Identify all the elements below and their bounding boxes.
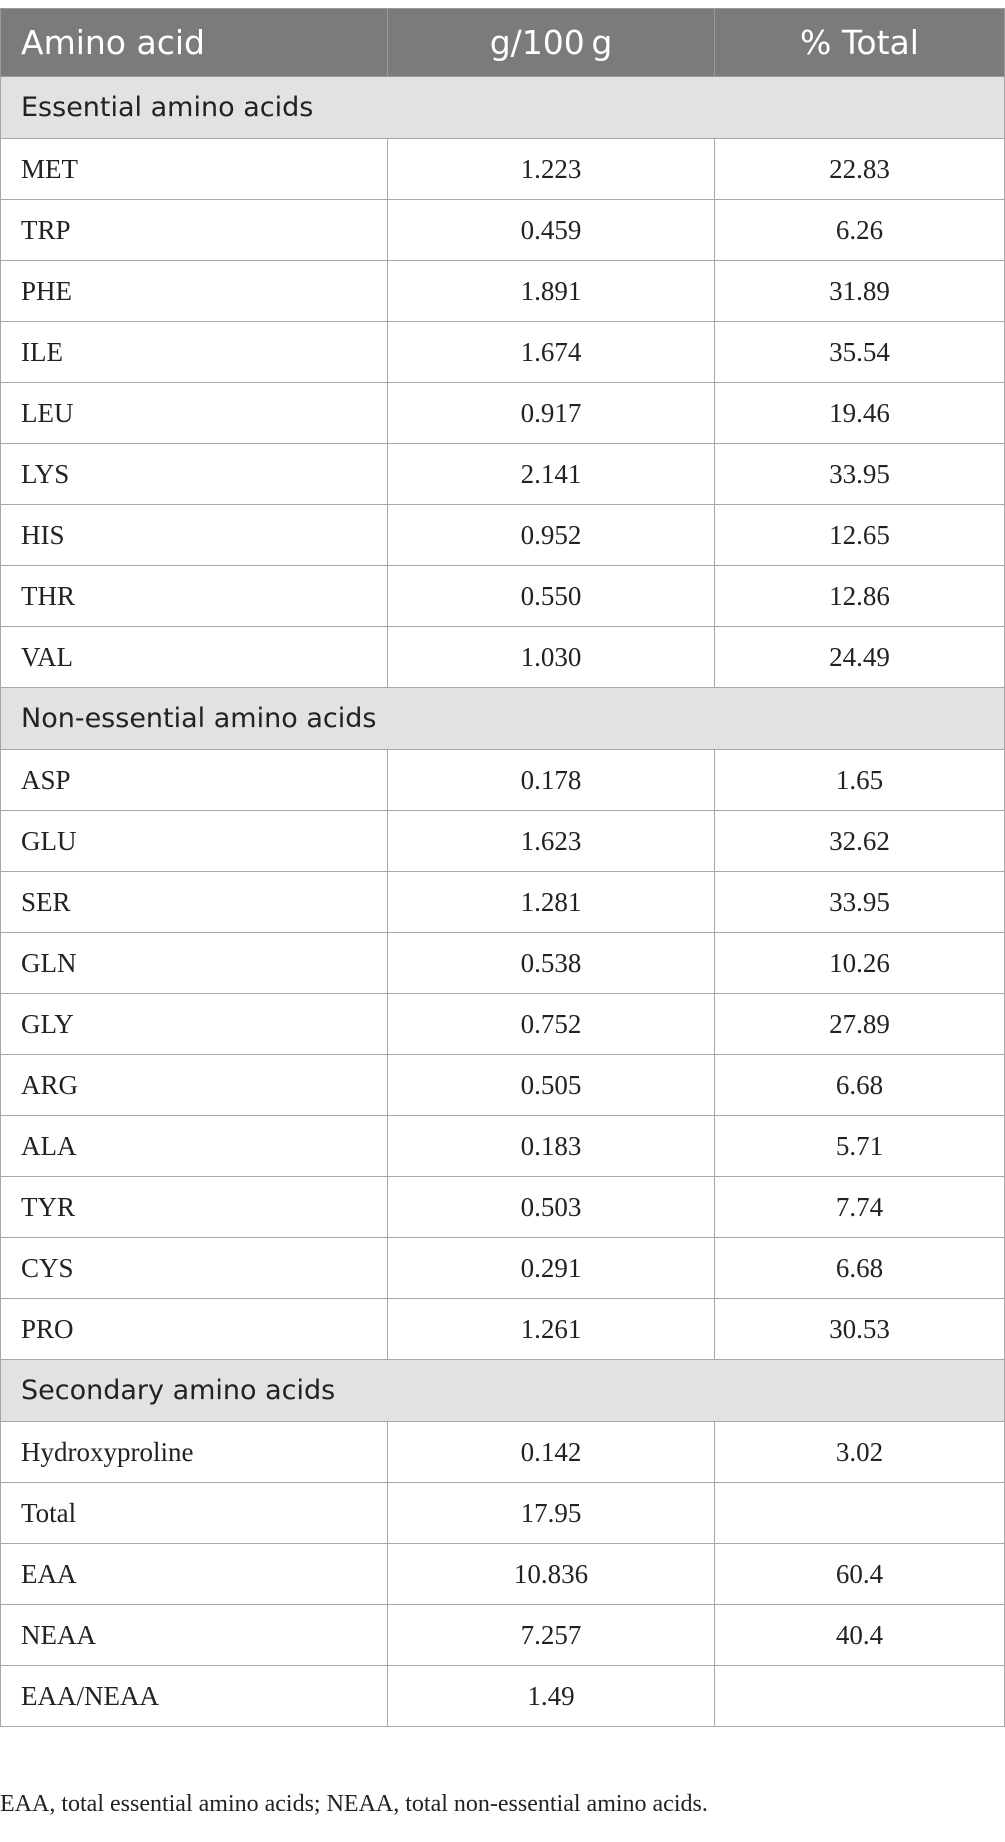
- grams-cell: 0.538: [388, 933, 715, 994]
- percent-total-cell: 35.54: [715, 322, 1005, 383]
- table-row: [1, 322, 1005, 383]
- percent-total-cell: 40.4: [715, 1605, 1005, 1666]
- grams-cell: 1.281: [388, 872, 715, 933]
- amino-acid-name-cell: VAL: [1, 627, 388, 688]
- table-header: [1, 9, 1005, 77]
- percent-total-cell: 19.46: [715, 383, 1005, 444]
- amino-acid-name-cell: CYS: [1, 1238, 388, 1299]
- table-row: [1, 1605, 1005, 1666]
- percent-total-cell: 7.74: [715, 1177, 1005, 1238]
- grams-cell: 0.505: [388, 1055, 715, 1116]
- section-row: [1, 77, 1005, 139]
- table-row: [1, 1116, 1005, 1177]
- percent-total-cell: 60.4: [715, 1544, 1005, 1605]
- percent-total-cell: 31.89: [715, 261, 1005, 322]
- table-row: [1, 627, 1005, 688]
- table-row: [1, 750, 1005, 811]
- amino-acid-name-cell: THR: [1, 566, 388, 627]
- percent-total-cell: 22.83: [715, 139, 1005, 200]
- grams-cell: 1.674: [388, 322, 715, 383]
- table-row: [1, 1299, 1005, 1360]
- amino-acid-name-cell: GLY: [1, 994, 388, 1055]
- table-row: [1, 994, 1005, 1055]
- table-row: [1, 1666, 1005, 1727]
- section-title: Secondary amino acids: [1, 1360, 1005, 1422]
- header-row: [1, 9, 1005, 77]
- percent-total-cell: [715, 1666, 1005, 1727]
- amino-acid-name-cell: EAA/NEAA: [1, 1666, 388, 1727]
- table-row: [1, 933, 1005, 994]
- table-row: [1, 1055, 1005, 1116]
- header-grams: g/100 g: [388, 9, 715, 77]
- table-row: [1, 139, 1005, 200]
- percent-total-cell: 32.62: [715, 811, 1005, 872]
- amino-acid-name-cell: NEAA: [1, 1605, 388, 1666]
- grams-cell: 0.178: [388, 750, 715, 811]
- percent-total-cell: 33.95: [715, 872, 1005, 933]
- percent-total-cell: [715, 1483, 1005, 1544]
- percent-total-cell: 24.49: [715, 627, 1005, 688]
- percent-total-cell: 3.02: [715, 1422, 1005, 1483]
- amino-acid-name-cell: TYR: [1, 1177, 388, 1238]
- table-row: [1, 200, 1005, 261]
- amino-acid-name-cell: PHE: [1, 261, 388, 322]
- amino-acid-name-cell: PRO: [1, 1299, 388, 1360]
- amino-acid-name-cell: ILE: [1, 322, 388, 383]
- amino-acid-name-cell: Total: [1, 1483, 388, 1544]
- grams-cell: 1.223: [388, 139, 715, 200]
- amino-acid-name-cell: SER: [1, 872, 388, 933]
- table-footnote: EAA, total essential amino acids; NEAA, total non-essential amino acids.: [0, 1791, 708, 1817]
- grams-cell: 2.141: [388, 444, 715, 505]
- table-row: [1, 811, 1005, 872]
- table-row: [1, 566, 1005, 627]
- percent-total-cell: 6.68: [715, 1055, 1005, 1116]
- amino-acid-name-cell: HIS: [1, 505, 388, 566]
- percent-total-cell: 33.95: [715, 444, 1005, 505]
- percent-total-cell: 12.86: [715, 566, 1005, 627]
- table-row: [1, 1544, 1005, 1605]
- section-row: [1, 1360, 1005, 1422]
- table-row: [1, 1422, 1005, 1483]
- percent-total-cell: 30.53: [715, 1299, 1005, 1360]
- grams-cell: 0.550: [388, 566, 715, 627]
- amino-acid-name-cell: MET: [1, 139, 388, 200]
- section-row: [1, 688, 1005, 750]
- header-percent-total: % Total: [715, 9, 1005, 77]
- table-row: [1, 1483, 1005, 1544]
- grams-cell: 10.836: [388, 1544, 715, 1605]
- percent-total-cell: 6.68: [715, 1238, 1005, 1299]
- grams-cell: 0.917: [388, 383, 715, 444]
- grams-cell: 1.030: [388, 627, 715, 688]
- table-row: [1, 383, 1005, 444]
- grams-cell: 1.261: [388, 1299, 715, 1360]
- section-title: Essential amino acids: [1, 77, 1005, 139]
- amino-acid-name-cell: EAA: [1, 1544, 388, 1605]
- percent-total-cell: 10.26: [715, 933, 1005, 994]
- table-body: [1, 77, 1005, 1727]
- amino-acid-name-cell: Hydroxyproline: [1, 1422, 388, 1483]
- grams-cell: 0.459: [388, 200, 715, 261]
- percent-total-cell: 1.65: [715, 750, 1005, 811]
- grams-cell: 17.95: [388, 1483, 715, 1544]
- grams-cell: 0.183: [388, 1116, 715, 1177]
- amino-acid-name-cell: LYS: [1, 444, 388, 505]
- grams-cell: 1.623: [388, 811, 715, 872]
- amino-acid-name-cell: TRP: [1, 200, 388, 261]
- amino-acid-name-cell: ALA: [1, 1116, 388, 1177]
- table-row: [1, 261, 1005, 322]
- header-amino-acid: Amino acid: [1, 9, 388, 77]
- amino-acid-table: [0, 8, 1005, 1727]
- amino-acid-name-cell: GLU: [1, 811, 388, 872]
- grams-cell: 0.752: [388, 994, 715, 1055]
- amino-acid-table-container: [0, 8, 1004, 1727]
- grams-cell: 0.291: [388, 1238, 715, 1299]
- grams-cell: 7.257: [388, 1605, 715, 1666]
- amino-acid-name-cell: ASP: [1, 750, 388, 811]
- table-row: [1, 872, 1005, 933]
- amino-acid-name-cell: GLN: [1, 933, 388, 994]
- grams-cell: 1.891: [388, 261, 715, 322]
- table-row: [1, 444, 1005, 505]
- amino-acid-name-cell: ARG: [1, 1055, 388, 1116]
- grams-cell: 1.49: [388, 1666, 715, 1727]
- percent-total-cell: 5.71: [715, 1116, 1005, 1177]
- table-row: [1, 505, 1005, 566]
- grams-cell: 0.142: [388, 1422, 715, 1483]
- table-row: [1, 1238, 1005, 1299]
- section-title: Non-essential amino acids: [1, 688, 1005, 750]
- percent-total-cell: 12.65: [715, 505, 1005, 566]
- percent-total-cell: 27.89: [715, 994, 1005, 1055]
- table-row: [1, 1177, 1005, 1238]
- grams-cell: 0.952: [388, 505, 715, 566]
- percent-total-cell: 6.26: [715, 200, 1005, 261]
- grams-cell: 0.503: [388, 1177, 715, 1238]
- amino-acid-name-cell: LEU: [1, 383, 388, 444]
